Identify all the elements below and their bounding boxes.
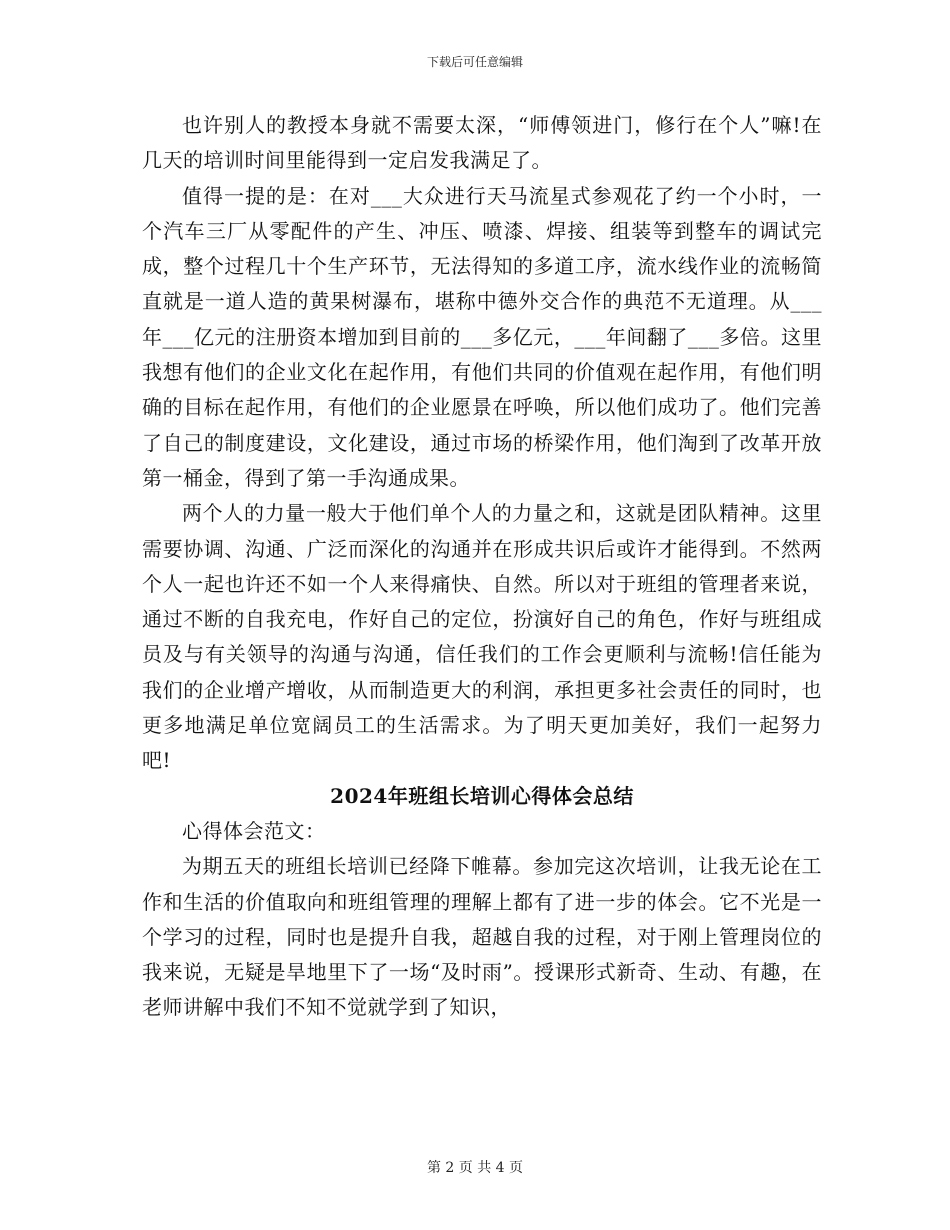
paragraph-teaching-reflection: 也许别人的教授本身就不需要太深，“师傅领进门，修行在个人”嘛!在几天的培训时间里能得到一定启发我满足了。 xyxy=(142,113,822,173)
paragraph-factory-visit: 值得一提的是：在对___大众进行天马流星式参观花了约一个小时，一个汽车三厂从零配件的产生、冲压、喷漆、焊接、组装等到整车的调试完成，整个过程几十个生产环节，无法得知的多道工序，流水线作业的流畅简直就是一道人造的黄果树瀑布，堪称中德外交合作的典范不无道理。从___年___亿元的注册资本增加到目前的___多亿元，___年间翻了___多倍。这里我想有他们的企业文化在起作用，有他们共同的价值观在起作用，有他们明确的目标在起作用，有他们的企业愿景在呼唤，所以他们成功了。他们完善了自己的制度建设，文化建设，通过市场的桥梁作用，他们淘到了改革开放第一桶金，得到了第一手沟通成果。 xyxy=(142,183,822,490)
page-number: 第 2 页 共 4 页 xyxy=(426,1160,524,1176)
header-note: 下载后可任意编辑 xyxy=(426,55,523,69)
paragraph-sample-heading: 心得体会范文： xyxy=(182,818,326,843)
document-body xyxy=(142,108,822,1026)
paragraph-team-spirit: 两个人的力量一般大于他们单个人的力量之和，这就是团队精神。这里需要协调、沟通、广泛而深化的沟通并在形成共识后或许才能得到。不然两个人一起也许还不如一个人来得痛快、自然。所以对于班组的管理者来说，通过不断的自我充电，作好自己的定位，扮演好自己的角色，作好与班组成员及与有关领导的沟通与沟通，信任我们的工作会更顺利与流畅!信任能为我们的企业增产增收，从而制造更大的利润，承担更多社会责任的同时，也更多地满足单位宽阔员工的生活需求。为了明天更加美好，我们一起努力吧! xyxy=(142,501,822,773)
paragraph-training-summary: 为期五天的班组长培训已经降下帷幕。参加完这次培训，让我无论在工作和生活的价值取向和班组管理的理解上都有了进一步的体会。它不光是一个学习的过程，同时也是提升自我，超越自我的过程，对于刚上管理岗位的我来说，无疑是旱地里下了一场“及时雨”。授课形式新奇、生动、有趣，在老师讲解中我们不知不觉就学到了知识， xyxy=(142,854,822,1020)
section-title: 2024年班组长培训心得体会总结 xyxy=(330,783,634,808)
